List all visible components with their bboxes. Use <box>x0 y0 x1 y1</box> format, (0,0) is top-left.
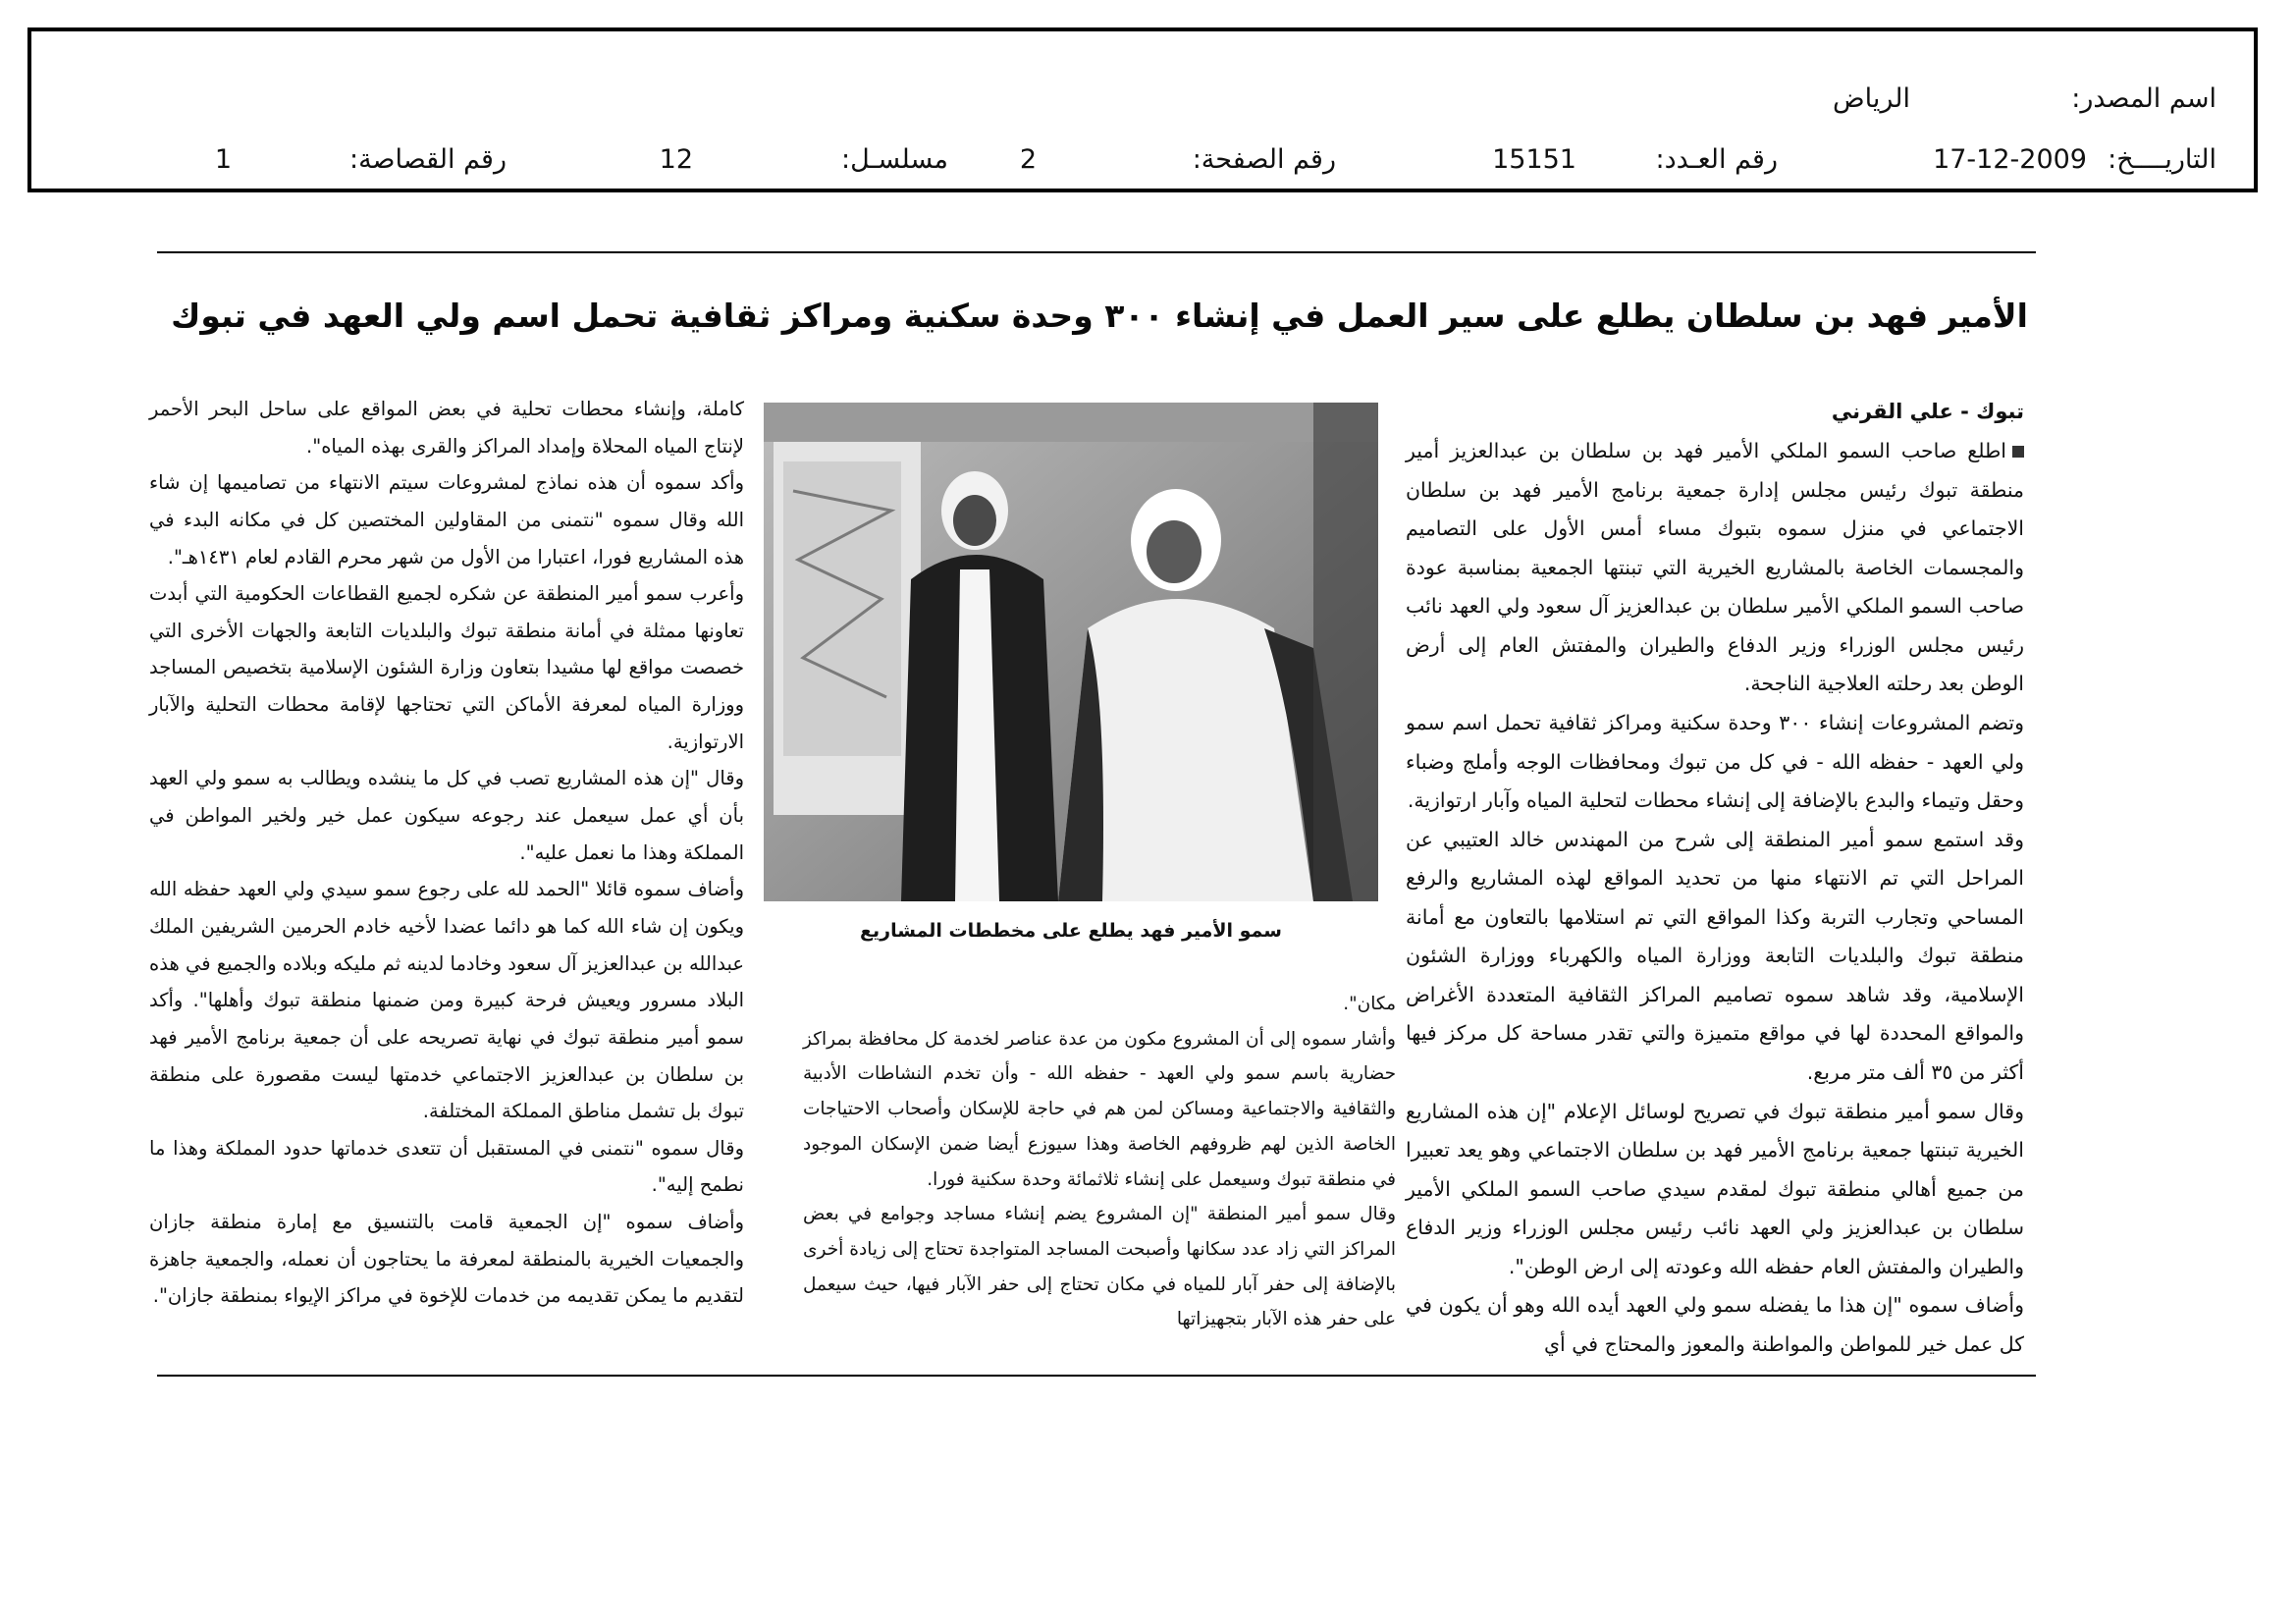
paragraph: كاملة، وإنشاء محطات تحلية في بعض المواقع على ساحل البحر الأحمر لإنتاج المياه المحلاة وإمداد المراكز والقرى بهذه المياه". <box>149 398 744 458</box>
paragraph: وقال سمو أمير المنطقة "إن المشروع يضم إنشاء مساجد وجوامع في بعض المراكز التي زاد عدد سكانها وأصبحت المساجد المتواجدة تحتاج إلى زيادة أخرى بالإضافة إلى حفر آبار للمياه في مكان تحتاج إلى حفر الآبار فيها، حيث سيعمل على حفر هذه الآبار بتجهيزاتها <box>803 1204 1396 1330</box>
issue-label: رقم العـدد: <box>1655 144 1778 175</box>
paragraph: اطلع صاحب السمو الملكي الأمير فهد بن سلطان بن عبدالعزيز أمير منطقة تبوك رئيس مجلس إدارة جمعية برنامج الأمير فهد بن سلطان الاجتماعي في منزل سموه بتبوك مساء أمس الأول على التصاميم والمجسمات الخاصة بالمشاريع الخيرية التي تبنتها الجمعية بمناسبة عودة صاحب السمو الملكي الأمير سلطان بن عبدالعزيز آل سعود ولي العهد نائب رئيس مجلس الوزراء وزير الدفاع والطيران والمفتش العام إلى أرض الوطن بعد رحلته العلاجية الناجحة. <box>1406 439 2024 696</box>
paragraph: وقال سموه "نتمنى في المستقبل أن تتعدى خدماتها حدود المملكة وهذا ما نطمح إليه". <box>149 1136 744 1197</box>
serial-label: مسلسـل: <box>840 144 948 175</box>
date-label: التاريــــخ: <box>2108 144 2216 175</box>
source-label: اسم المصدر: <box>2071 83 2216 114</box>
paragraph: وأضاف سموه "إن هذا ما يفضله سمو ولي العهد أيده الله وهو أن يكون في كل عمل خير للمواطن والمواطنة والمعوز والمحتاج في أي <box>1406 1293 2024 1356</box>
article-column-1 <box>1406 393 2024 1365</box>
article-headline: الأمير فهد بن سلطان يطلع على سير العمل في إنشاء ٣٠٠ وحدة سكنية ومراكز ثقافية تحمل اسم ولي العهد في تبوك <box>171 297 2028 335</box>
article-column-2 <box>803 987 1396 1337</box>
paragraph: وأضاف سموه قائلا "الحمد لله على رجوع سمو سيدي ولي العهد حفظه الله ويكون إن شاء الله كما هو دائما عضدا لأخيه خادم الحرمين الشريفين الملك عبدالله بن عبدالعزيز آل سعود وخادما لدينه ثم مليكه وبلاده والجميع في هذه البلاد مسرور ويعيش فرحة كبيرة ومن ضمنها منطقة تبوك وأهلها". وأكد سمو أمير منطقة تبوك في نهاية تصريحه على أن جمعية برنامج الأمير فهد بن سلطان بن عبدالعزيز الاجتماعي خدمتها ليست مقصورة على منطقة تبوك بل تشمل مناطق المملكة المختلفة. <box>149 878 744 1123</box>
paragraph: وأعرب سمو أمير المنطقة عن شكره لجميع القطاعات الحكومية التي أبدت تعاونها ممثلة في أمانة منطقة تبوك والبلديات التابعة والجهات الأخرى التي خصصت مواقع لها مشيدا بتعاون وزارة الشئون الإسلامية بتخصيص المساجد ووزارة المياه لمعرفة الأماكن التي تحتاجها لإقامة محطات التحلية والآبار الارتوازية. <box>149 582 744 753</box>
clip-value: 1 <box>214 144 232 175</box>
article-column-3 <box>149 391 744 1315</box>
paragraph: مكان". <box>1343 994 1396 1014</box>
paragraph: وقال "إن هذه المشاريع تصب في كل ما ينشده ويطالب به سمو ولي العهد بأن أي عمل سيعمل عند رجوعه سيكون عمل خير ولخير المواطن في المملكة وهذا ما نعمل عليه". <box>149 767 744 864</box>
clipping-info-box <box>27 27 2258 192</box>
paragraph: وتضم المشروعات إنشاء ٣٠٠ وحدة سكنية ومراكز ثقافية تحمل اسم سمو ولي العهد - حفظه الله - في كل من تبوك ومحافظات الوجه وأملج وضباء وحقل وتيماء والبدع بالإضافة إلى إنشاء محطات لتحلية المياه وآبار ارتوازية. <box>1406 710 2025 813</box>
paragraph: وقال سمو أمير منطقة تبوك في تصريح لوسائل الإعلام "إن هذه المشاريع الخيرية تبنتها جمعية برنامج الأمير فهد بن سلطان الاجتماعي وهو يعد تعبيرا من جميع أهالي منطقة تبوك لمقدم سيدي صاحب السمو الملكي الأمير سلطان بن عبدالعزيز ولي العهد نائب رئيس مجلس الوزراء وزير الدفاع والطيران والمفتش العام حفظه الله وعودته إلى ارض الوطن". <box>1406 1099 2024 1278</box>
photo-caption: سمو الأمير فهد يطلع على مخططات المشاريع <box>860 920 1282 942</box>
paragraph: وأضاف سموه "إن الجمعية قامت بالتنسيق مع إمارة منطقة جازان والجمعيات الخيرية بالمنطقة لمعرفة ما يحتاجون أن نعمله، والجمعية جاهزة لتقديم ما يمكن تقديمه من خدمات للإخوة في مراكز الإيواء بمنطقة جازان". <box>149 1211 744 1308</box>
serial-value: 12 <box>659 144 693 175</box>
page-value: 2 <box>1019 144 1037 175</box>
paragraph: وأشار سموه إلى أن المشروع مكون من عدة عناصر لخدمة كل محافظة بمراكز حضارية باسم سمو ولي العهد - حفظه الله - وأن تخدم النشاطات الأدبية والثقافية والاجتماعية ومساكن لمن هم في حاجة للإسكان وأصحاب الاحتياجات الخاصة الذين لهم ظروفهم الخاصة وهذا سيوزع أيضا ضمن الإسكان الموجود في منطقة تبوك وسيعمل على إنشاء ثلاثمائة وحدة سكنية فورا. <box>803 1028 1396 1190</box>
info-row-source <box>31 75 2254 124</box>
article-photo <box>764 403 1378 901</box>
clip-label: رقم القصاصة: <box>348 144 507 175</box>
article-top-rule <box>157 251 2036 253</box>
date-value: 17-12-2009 <box>1933 144 2087 175</box>
source-value: الرياض <box>1832 83 1910 114</box>
page-label: رقم الصفحة: <box>1192 144 1336 175</box>
issue-value: 15151 <box>1492 144 1576 175</box>
article-byline: تبوك - علي القرني <box>1831 400 2024 423</box>
bullet-icon <box>2012 446 2024 458</box>
paragraph: وقد استمع سمو أمير المنطقة إلى شرح من المهندس خالد العتيبي عن المراحل التي تم الانتهاء منها من تحديد المواقع لهذه المشاريع والرفع المساحي وتجارب التربة وكذا المواقع التي تم استلامها بالتعاون مع أمانة منطقة تبوك والبلديات التابعة ووزارة المياه والكهرباء ووزارة الشئون الإسلامية، وقد شاهد سموه تصاميم المراكز الثقافية المتعددة الأغراض والمواقع المحددة لها في مواقع متميزة والتي تقدر مساحة كل مركز فيها أكثر من ٣٥ ألف متر مربع. <box>1406 827 2024 1084</box>
info-row-details <box>31 135 2254 185</box>
paragraph: وأكد سموه أن هذه نماذج لمشروعات سيتم الانتهاء من تصاميمها إن شاء الله وقال سموه "نتمنى من المقاولين المختصين كل في مكانه البدء في هذه المشاريع فورا، اعتبارا من الأول من شهر محرم القادم لعام ١٤٣١هـ". <box>149 471 744 568</box>
article-bottom-rule <box>157 1375 2036 1377</box>
